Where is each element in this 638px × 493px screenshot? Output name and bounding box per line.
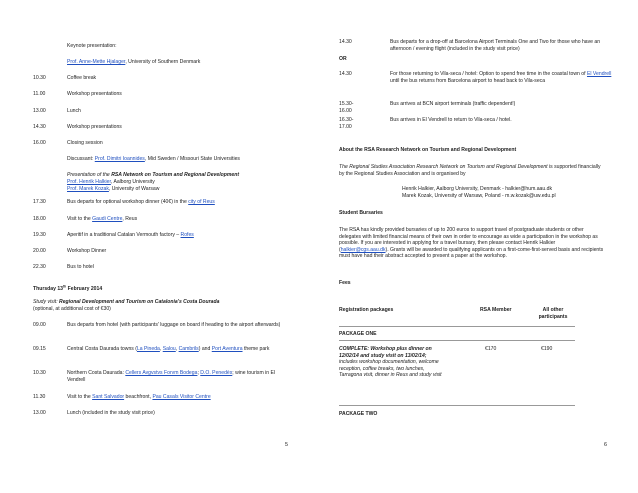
table-divider [339, 340, 575, 341]
table-header-packages: Registration packages [339, 307, 394, 313]
halkier-line: Prof. Henrik Halkier, Aalborg University [67, 179, 155, 185]
study-visit-title: Study visit: Regional Development and Tourism on Catalonia's Costa Dourada [33, 299, 220, 305]
row-text: Workshop Dinner [67, 248, 107, 254]
pau-casals-link[interactable]: Pau Casals Visitor Centre [152, 394, 211, 400]
table-divider [339, 326, 575, 327]
row-time: 19.30 [33, 232, 46, 238]
cambrils-link[interactable]: Cambrils [178, 346, 199, 352]
row-time: 11.30 [33, 394, 46, 400]
package-one-description: COMPLETE: Workshop plus dinner on 12/02/14 and study visit on 13/02/14; includes workshop documentation, welcome reception, coffee breaks, two lunches, Tarragona visit, dinner in Reus and study visit [339, 346, 442, 379]
presentation-line: Presentation of the RSA Network on Tourism and Regional Development [67, 172, 240, 178]
gaudi-centre-link[interactable]: Gaudi Centre [92, 216, 123, 222]
row-text: Bus departs from hotel (with participants' luggage on board if heading to the airport afterwards) [67, 322, 281, 328]
row-text: Central Costa Daurada towns (La Pineda, Salou, Cambrils) and Port Aventura theme park [67, 346, 270, 352]
row-time: 20.00 [33, 248, 46, 254]
row-time: 09.00 [33, 322, 46, 328]
row-time: 13.00 [33, 108, 46, 114]
package-two-label: PACKAGE TWO [339, 411, 378, 417]
row-text: Bus to hotel [67, 264, 94, 270]
package-one-other-price: €190 [541, 346, 553, 352]
about-heading: About the RSA Research Network on Tourism and Regional Development [339, 147, 517, 153]
row-time: 22.30 [33, 264, 46, 270]
row-text: Lunch [67, 108, 81, 114]
bursaries-heading: Student Bursaries [339, 210, 383, 216]
keynote-speaker-link[interactable]: Prof. Anne-Mette Hjalager [67, 59, 126, 65]
row-time: 14.30 [339, 39, 352, 45]
halkier-link[interactable]: Prof. Henrik Halkier [67, 179, 111, 185]
kozak-line: Prof. Marek Kozak, University of Warsaw [67, 186, 160, 192]
table-divider [339, 405, 575, 406]
row-text: Lunch (included in the study visit price) [67, 410, 155, 416]
discussant-link[interactable]: Prof. Dimitri Ioannides [94, 156, 145, 162]
row-time: 09.15 [33, 346, 46, 352]
page-number: 5 [285, 441, 288, 448]
keynote-label: Keynote presentation: [67, 43, 117, 49]
row-time: 13.00 [33, 410, 46, 416]
sant-salvador-link[interactable]: Sant Salvador [92, 394, 125, 400]
row-text: Bus arrives at BCN airport terminals (traffic dependent!) [390, 101, 516, 107]
about-text: The Regional Studies Association Research Network on Tourism and Regional Development is supported financially by the Regional Studies Association and is organised by [339, 164, 601, 177]
row-time: 10.30 [33, 370, 46, 376]
row-text: Visit to the Gaudi Centre, Reus [67, 216, 138, 222]
la-pineda-link[interactable]: La Pineda [136, 346, 160, 352]
row-text: Closing session [67, 140, 103, 146]
or-label: OR [339, 56, 347, 62]
halkier-email-link[interactable]: halkier@cgs.aau.dk [340, 246, 386, 253]
row-text: For those returning to Vila-seca / hotel: Option to spend free time in the coastal town of El Vendrell until the bus returns from Barcelona airport to head back to Vila-seca [390, 71, 612, 84]
row-time: 15.30-16.00 [339, 101, 354, 114]
row-text: Workshop presentations [67, 124, 122, 130]
study-visit-optional: (optional, at additional cost of €30) [33, 306, 111, 312]
row-text: Coffee break [67, 75, 97, 81]
row-text: Bus departs for optional workshop dinner (40€) in the city of Reus [67, 199, 215, 205]
keynote-speaker: Prof. Anne-Mette Hjalager, University of Southern Denmark [67, 59, 201, 65]
right-page [319, 0, 638, 493]
kozak-link[interactable]: Prof. Marek Kozak [67, 186, 109, 192]
package-one-label: PACKAGE ONE [339, 331, 377, 337]
row-text: Bus arrives in El Vendrell to return to Vila-seca / hotel. [390, 117, 512, 123]
row-time: 17.30 [33, 199, 46, 205]
cellers-link[interactable]: Cellers Avgvstvs Forvm Bodega [125, 370, 198, 376]
discussant-line: Discussant: Prof. Dimitri Ioannides, Mid Sweden / Missouri State Universities [67, 156, 240, 162]
row-text: Visit to the Sant Salvador beachfront, Pau Casals Visitor Centre [67, 394, 211, 400]
row-time: 10.30 [33, 75, 46, 81]
port-aventura-link[interactable]: Port Aventura [211, 346, 243, 352]
row-text: Aperitif in a traditional Catalan Vermouth factory – Rofes [67, 232, 194, 238]
organiser-2: Marek Kozak, University of Warsaw, Poland - m.w.kozak@uw.edu.pl [402, 193, 556, 199]
row-time: 16.30-17.00 [339, 117, 354, 130]
bursaries-text: The RSA has kindly provided bursaries of up to 200 euros to support travel of postgraduate students or other delegates with limited financial means of their own in order to encourage as wide a participation in the workshop as possible. If you are interested in applying for a travel bursary, then please contact Henrik Halkier (halkier@cgs.aau.dk). Grants will be awarded to qualifying applicants on a first-come-first-served basis and recipients must have had their abstract accepted to present a paper at the workshop. [339, 227, 604, 260]
row-text: Workshop presentations [67, 91, 122, 97]
el-vendrell-link[interactable]: El Vendrell [586, 71, 612, 77]
row-time: 18.00 [33, 216, 46, 222]
row-time: 16.00 [33, 140, 46, 146]
row-time: 11.00 [33, 91, 46, 97]
rofes-link[interactable]: Rofes [180, 232, 194, 238]
salou-link[interactable]: Salou [162, 346, 176, 352]
row-text: Northern Costa Daurada: Cellers Avgvstvs Forvm Bodega; D.O. Penedès; wine tourism in El Vendrell [67, 370, 276, 383]
row-time: 14.30 [33, 124, 46, 130]
package-one-member-price: €170 [485, 346, 497, 352]
page-number: 6 [604, 441, 607, 448]
row-time: 14.30 [339, 71, 352, 77]
fees-heading: Fees [339, 280, 351, 286]
day-heading: Thursday 13th February 2014 [33, 284, 103, 292]
reus-link[interactable]: city of Reus [188, 199, 215, 205]
do-penedes-link[interactable]: D.O. Penedès [200, 370, 233, 376]
table-header-member: RSA Member [480, 307, 512, 313]
organiser-1: Henrik Halkier, Aalborg University, Denmark - halkier@hum.aau.dk [402, 186, 553, 192]
row-text: Bus departs for a drop-off at Barcelona Airport Terminals One and Two for those who have an afternoon / evening flight (included in the study visit price) [390, 39, 601, 52]
table-header-other: All other participants [538, 307, 568, 320]
